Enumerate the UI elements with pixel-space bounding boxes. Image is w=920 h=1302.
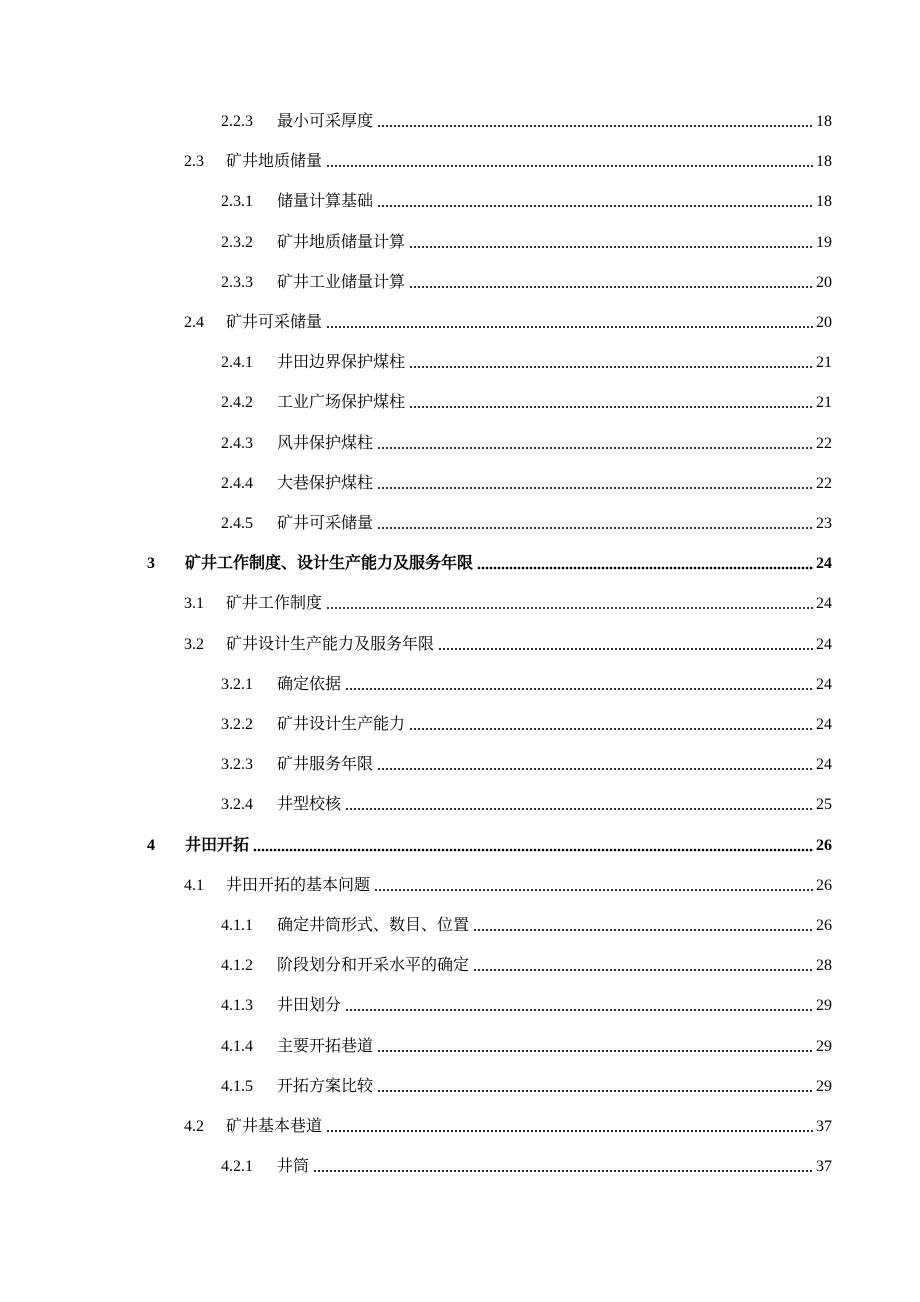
toc-entry-number: 2.4.4 <box>221 474 253 492</box>
toc-entry-number: 2.4.3 <box>221 434 253 452</box>
toc-entry[interactable] <box>221 470 832 494</box>
toc-entry[interactable] <box>221 992 832 1016</box>
toc-entry[interactable] <box>221 791 832 815</box>
dot-leader <box>313 1169 814 1173</box>
toc-entry[interactable] <box>221 269 832 293</box>
toc-entry[interactable] <box>184 872 832 896</box>
toc-entry[interactable] <box>221 952 832 976</box>
toc-entry-title: 井型校核 <box>277 796 342 814</box>
toc-entry-number: 2.3.1 <box>221 193 253 211</box>
toc-entry-title: 最小可采厚度 <box>277 113 374 130</box>
dot-leader <box>345 1008 814 1012</box>
toc-entry-page-number: 18 <box>816 193 832 211</box>
toc-entry-number: 3.2.4 <box>221 796 253 814</box>
toc-entry[interactable] <box>184 148 832 172</box>
toc-entry-number: 2.2.3 <box>221 113 253 130</box>
dot-leader <box>473 928 814 932</box>
toc-entry[interactable] <box>221 389 832 413</box>
toc-entry[interactable] <box>221 430 832 454</box>
toc-entry-page-number: 22 <box>816 474 832 492</box>
toc-entry[interactable] <box>221 1073 832 1097</box>
toc-entry-number: 2.3.2 <box>221 233 253 251</box>
toc-entry-page-number: 24 <box>816 595 832 613</box>
toc-entry[interactable] <box>184 590 832 614</box>
toc-entry-number: 2.4.1 <box>221 354 253 372</box>
dot-leader <box>377 1049 814 1053</box>
dot-leader <box>326 325 814 329</box>
toc-entry-title: 井田边界保护煤柱 <box>277 354 406 372</box>
toc-entry-number: 4.1.3 <box>221 997 253 1015</box>
dot-leader <box>409 245 814 249</box>
toc-entry-page-number: 37 <box>816 1158 832 1176</box>
toc-entry-title: 矿井基本巷道 <box>226 1118 323 1135</box>
toc-entry-page-number: 24 <box>816 716 832 733</box>
toc-entry-number: 4.1 <box>184 876 204 894</box>
toc-entry-title: 矿井设计生产能力及服务年限 <box>226 635 435 653</box>
toc-entry[interactable] <box>221 108 832 132</box>
toc-entry-number: 3.2.1 <box>221 675 253 693</box>
dot-leader <box>377 767 814 771</box>
toc-entry-title: 开拓方案比较 <box>277 1077 374 1095</box>
toc-entry[interactable] <box>184 1113 832 1137</box>
toc-entry-page-number: 37 <box>816 1118 832 1135</box>
dot-leader <box>377 124 814 128</box>
toc-entry[interactable] <box>147 550 832 574</box>
dot-leader <box>326 164 814 168</box>
toc-entry-number: 2.4.5 <box>221 515 253 532</box>
toc-entry-number: 3.2 <box>184 635 204 653</box>
toc-entry-title: 井田开拓的基本问题 <box>226 876 371 894</box>
toc-entry-page-number: 24 <box>816 675 832 693</box>
toc-entry-page-number: 24 <box>816 635 832 653</box>
toc-entry-title: 矿井服务年限 <box>277 756 374 774</box>
toc-entry-number: 4.1.5 <box>221 1077 253 1095</box>
dot-leader <box>473 968 814 972</box>
dot-leader <box>409 285 814 289</box>
dot-leader <box>377 1089 814 1093</box>
dot-leader <box>345 687 814 691</box>
toc-entry-title: 阶段划分和开采水平的确定 <box>277 957 470 975</box>
toc-entry-page-number: 29 <box>816 1077 832 1095</box>
toc-entry-page-number: 24 <box>816 756 832 774</box>
toc-entry-page-number: 26 <box>816 876 832 894</box>
toc-entry-title: 井筒 <box>277 1158 310 1176</box>
toc-entry[interactable] <box>221 349 832 373</box>
dot-leader <box>326 606 814 610</box>
dot-leader <box>345 807 814 811</box>
toc-entry-number: 4.1.4 <box>221 1037 253 1055</box>
toc-entry-number: 3.2.2 <box>221 716 253 733</box>
toc-entry-title: 矿井地质储量 <box>226 153 323 171</box>
dot-leader <box>409 365 814 369</box>
toc-entry-page-number: 21 <box>816 394 832 412</box>
toc-entry-title: 确定井筒形式、数目、位置 <box>277 917 470 934</box>
toc-entry[interactable] <box>221 1153 832 1177</box>
toc-entry-page-number: 18 <box>816 113 832 130</box>
toc-entry-number: 4.1.2 <box>221 957 253 975</box>
toc-entry-title: 储量计算基础 <box>277 193 374 211</box>
toc-entry[interactable] <box>221 1033 832 1057</box>
toc-entry[interactable] <box>221 229 832 253</box>
toc-entry-number: 2.4 <box>184 314 204 331</box>
toc-entry-number: 4.2 <box>184 1118 204 1135</box>
toc-entry[interactable] <box>184 631 832 655</box>
toc-entry-title: 矿井可采储量 <box>226 314 323 331</box>
toc-entry-page-number: 28 <box>816 957 832 975</box>
dot-leader <box>374 888 814 892</box>
toc-entry[interactable] <box>147 832 832 856</box>
toc-entry-title: 确定依据 <box>277 675 342 693</box>
toc-entry[interactable] <box>221 671 832 695</box>
toc-entry-page-number: 19 <box>816 233 832 251</box>
toc-entry-title: 矿井可采储量 <box>277 515 374 532</box>
toc-entry-title: 井田开拓 <box>185 836 250 854</box>
dot-leader <box>409 727 814 731</box>
toc-entry-title: 大巷保护煤柱 <box>277 474 374 492</box>
toc-entry-title: 井田划分 <box>277 997 342 1015</box>
toc-entry-number: 4.1.1 <box>221 917 253 934</box>
toc-entry[interactable] <box>221 188 832 212</box>
toc-entry-title: 矿井地质储量计算 <box>277 233 406 251</box>
toc-entry[interactable] <box>221 751 832 775</box>
dot-leader <box>253 848 814 852</box>
toc-entry-number: 3.2.3 <box>221 756 253 774</box>
dot-leader <box>377 486 814 490</box>
toc-entry-page-number: 26 <box>816 836 832 854</box>
toc-entry-number: 3.1 <box>184 595 204 613</box>
toc-entry-page-number: 25 <box>816 796 832 814</box>
toc-entry-title: 矿井设计生产能力 <box>277 716 406 733</box>
toc-entry-number: 4 <box>147 836 155 854</box>
toc-entry-page-number: 29 <box>816 1037 832 1055</box>
toc-entry-title: 矿井工作制度、设计生产能力及服务年限 <box>185 555 474 573</box>
dot-leader <box>409 405 814 409</box>
toc-entry[interactable] <box>221 711 832 735</box>
toc-entry-page-number: 18 <box>816 153 832 171</box>
toc-entry-title: 矿井工业储量计算 <box>277 273 406 291</box>
toc-entry-page-number: 24 <box>816 555 832 573</box>
toc-entry-number: 2.3 <box>184 153 204 171</box>
toc-entry-number: 2.4.2 <box>221 394 253 412</box>
toc-entry-number: 3 <box>147 555 155 573</box>
dot-leader <box>326 1129 814 1133</box>
dot-leader <box>438 647 814 651</box>
toc-entry-title: 工业广场保护煤柱 <box>277 394 406 412</box>
toc-entry-page-number: 21 <box>816 354 832 372</box>
toc-entry-page-number: 22 <box>816 434 832 452</box>
toc-entry-title: 主要开拓巷道 <box>277 1037 374 1055</box>
toc-entry-title: 风井保护煤柱 <box>277 434 374 452</box>
toc-entry-page-number: 26 <box>816 917 832 934</box>
dot-leader <box>377 526 814 530</box>
toc-entry-page-number: 29 <box>816 997 832 1015</box>
dot-leader <box>377 446 814 450</box>
toc-entry-number: 2.3.3 <box>221 273 253 291</box>
dot-leader <box>477 566 814 570</box>
toc-entry-title: 矿井工作制度 <box>226 595 323 613</box>
toc-entry-page-number: 20 <box>816 314 832 331</box>
toc-entry-number: 4.2.1 <box>221 1158 253 1176</box>
dot-leader <box>377 204 814 208</box>
toc-entry[interactable] <box>221 510 832 534</box>
toc-entry-page-number: 20 <box>816 273 832 291</box>
toc-entry[interactable] <box>184 309 832 333</box>
toc-entry[interactable] <box>221 912 832 936</box>
toc-entry-page-number: 23 <box>816 515 832 532</box>
